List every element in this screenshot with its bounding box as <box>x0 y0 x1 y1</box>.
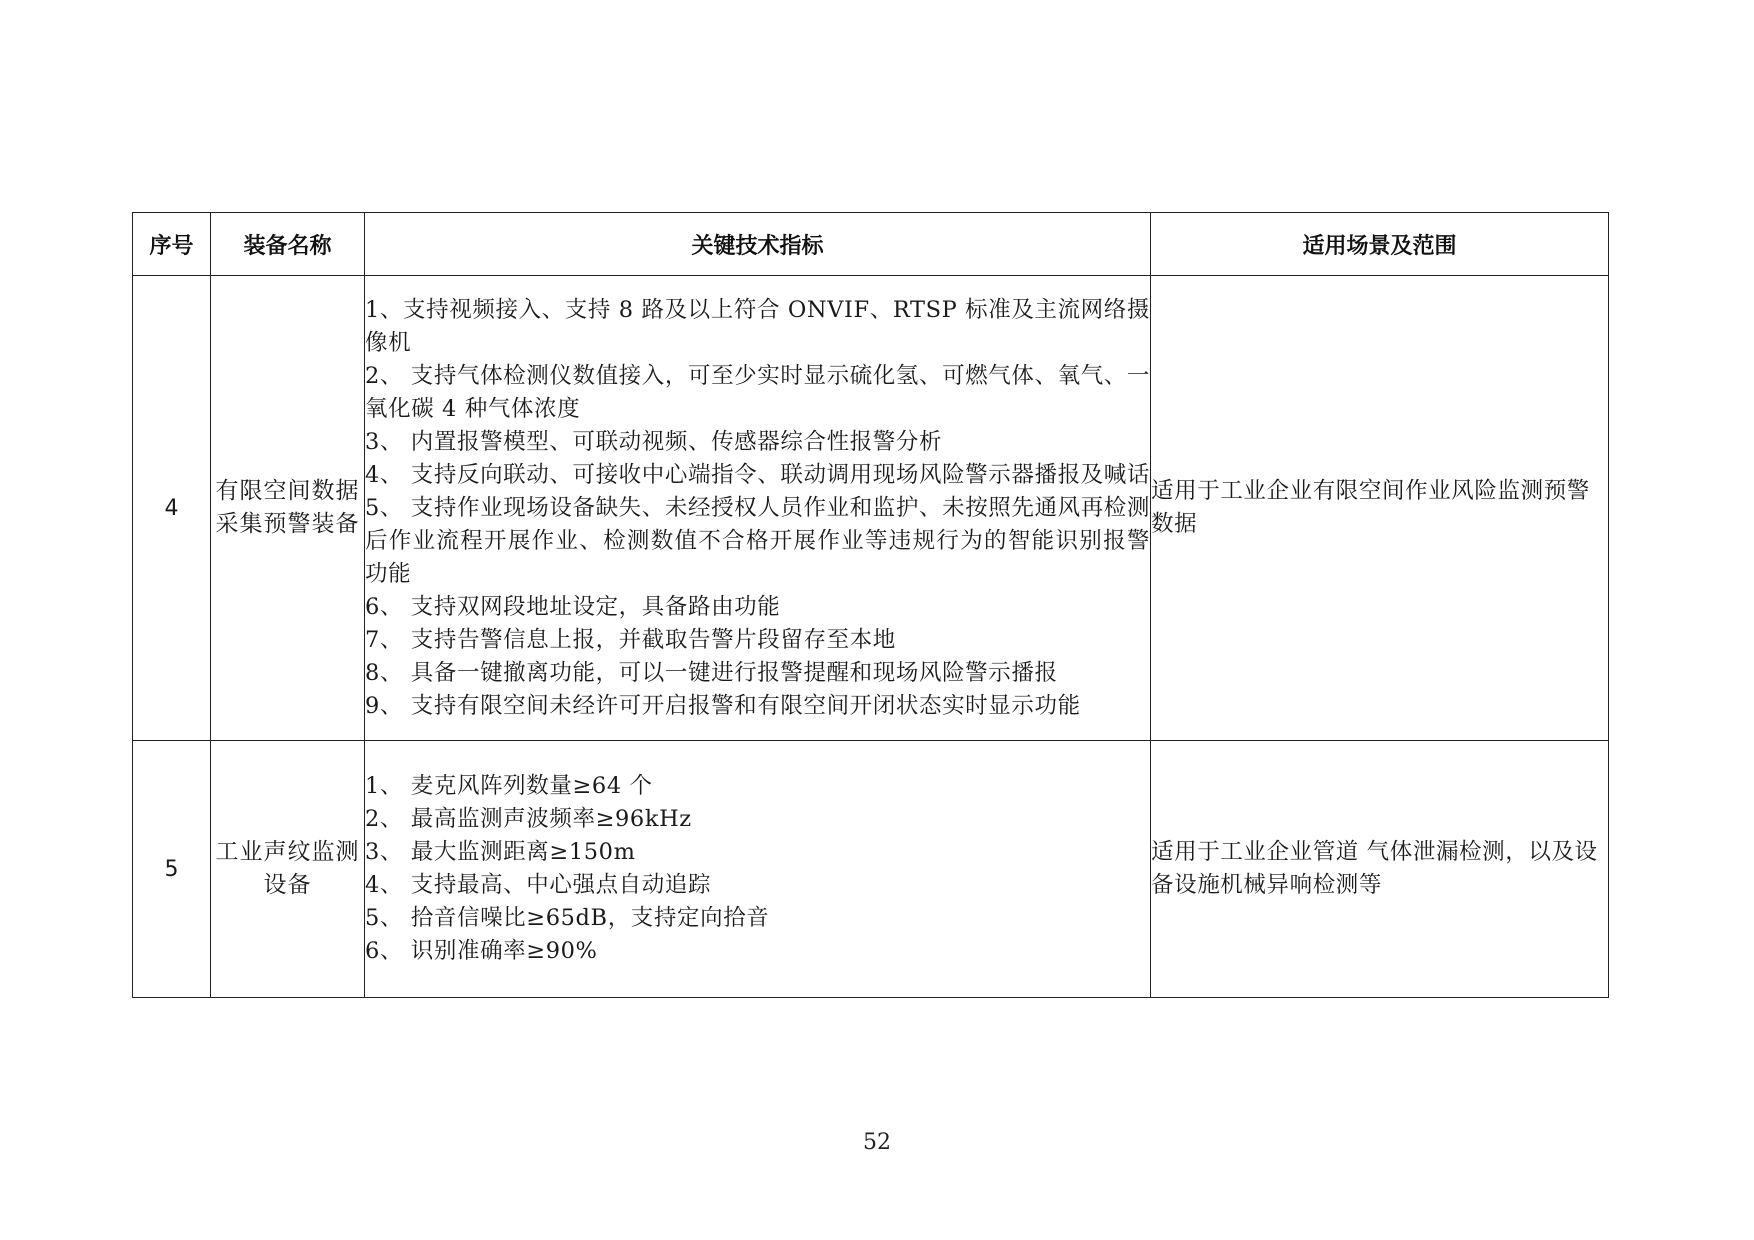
spec-item: 1、支持视频接入、支持 8 路及以上符合 ONVIF、RTSP 标准及主流网络摄像机 <box>365 296 1150 356</box>
row-spec-list <box>365 741 1151 998</box>
spec-item: 5、 拾音信噪比≥65dB，支持定向拾音 <box>365 905 770 931</box>
header-seq: 序号 <box>133 213 211 276</box>
table-row <box>133 741 1609 998</box>
table-row <box>133 276 1609 741</box>
header-scope: 适用场景及范围 <box>1151 213 1609 276</box>
row-equipment-name: 工业声纹监测设备 <box>211 741 365 998</box>
table-header-row <box>133 213 1609 276</box>
spec-item: 4、 支持反向联动、可接收中心端指令、联动调用现场风险警示器播报及喊话 <box>365 461 1150 488</box>
header-name: 装备名称 <box>211 213 365 276</box>
row-seq: 5 <box>133 741 211 998</box>
spec-item: 9、 支持有限空间未经许可开启报警和有限空间开闭状态实时显示功能 <box>365 692 1081 719</box>
row-scope: 适用于工业企业有限空间作业风险监测预警数据 <box>1151 276 1609 741</box>
spec-item: 5、 支持作业现场设备缺失、未经授权人员作业和监护、未按照先通风再检测后作业流程开展作业、检测数值不合格开展作业等违规行为的智能识别报警功能 <box>365 494 1150 587</box>
spec-item: 3、 最大监测距离≥150m <box>365 839 636 865</box>
spec-item: 2、 最高监测声波频率≥96kHz <box>365 806 692 832</box>
spec-item: 6、 识别准确率≥90% <box>365 938 598 964</box>
page-number: 52 <box>863 1130 891 1155</box>
row-seq: 4 <box>133 276 211 741</box>
spec-item: 1、 麦克风阵列数量≥64 个 <box>365 773 653 799</box>
spec-item: 6、 支持双网段地址设定，具备路由功能 <box>365 593 781 620</box>
spec-item: 2、 支持气体检测仪数值接入，可至少实时显示硫化氢、可燃气体、氧气、一氧化碳 4 种气体浓度 <box>365 362 1150 422</box>
row-equipment-name: 有限空间数据采集预警装备 <box>211 276 365 741</box>
spec-item: 3、 内置报警模型、可联动视频、传感器综合性报警分析 <box>365 428 943 455</box>
row-spec-list <box>365 276 1151 741</box>
header-spec: 关键技术指标 <box>365 213 1151 276</box>
row-scope: 适用于工业企业管道 气体泄漏检测，以及设备设施机械异响检测等 <box>1151 741 1609 998</box>
spec-item: 8、 具备一键撤离功能，可以一键进行报警提醒和现场风险警示播报 <box>365 659 1058 686</box>
equipment-spec-table <box>132 212 1609 998</box>
spec-item: 4、 支持最高、中心强点自动追踪 <box>365 872 712 898</box>
spec-item: 7、 支持告警信息上报，并截取告警片段留存至本地 <box>365 626 896 653</box>
